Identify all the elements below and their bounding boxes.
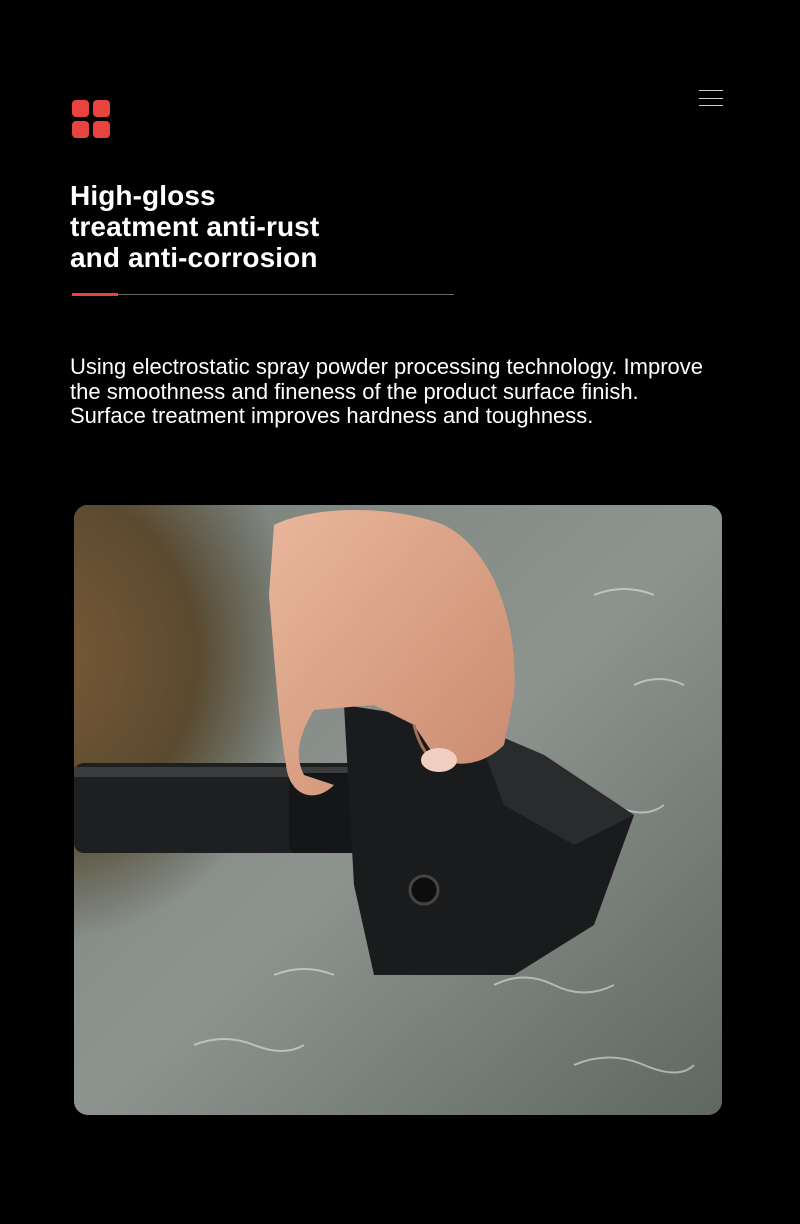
feature-description: Using electrostatic spray powder processing technology. Improve the smoothness and fineness of the product surface finish. Surface treatment improves hardness and toughness.: [70, 354, 704, 428]
headline-line-1: High-gloss: [70, 180, 216, 211]
hamburger-menu-icon[interactable]: [699, 90, 723, 106]
headline-line-2: treatment anti-rust: [70, 211, 320, 242]
brand-logo-icon: [72, 100, 110, 138]
divider-line: [72, 294, 454, 295]
headline-line-3: and anti-corrosion: [70, 242, 318, 273]
logo-square: [93, 121, 110, 138]
feature-headline: [70, 180, 430, 273]
logo-square: [93, 100, 110, 117]
product-photo: [74, 505, 722, 1115]
logo-square: [72, 100, 89, 117]
divider-accent: [72, 293, 118, 296]
logo-square: [72, 121, 89, 138]
